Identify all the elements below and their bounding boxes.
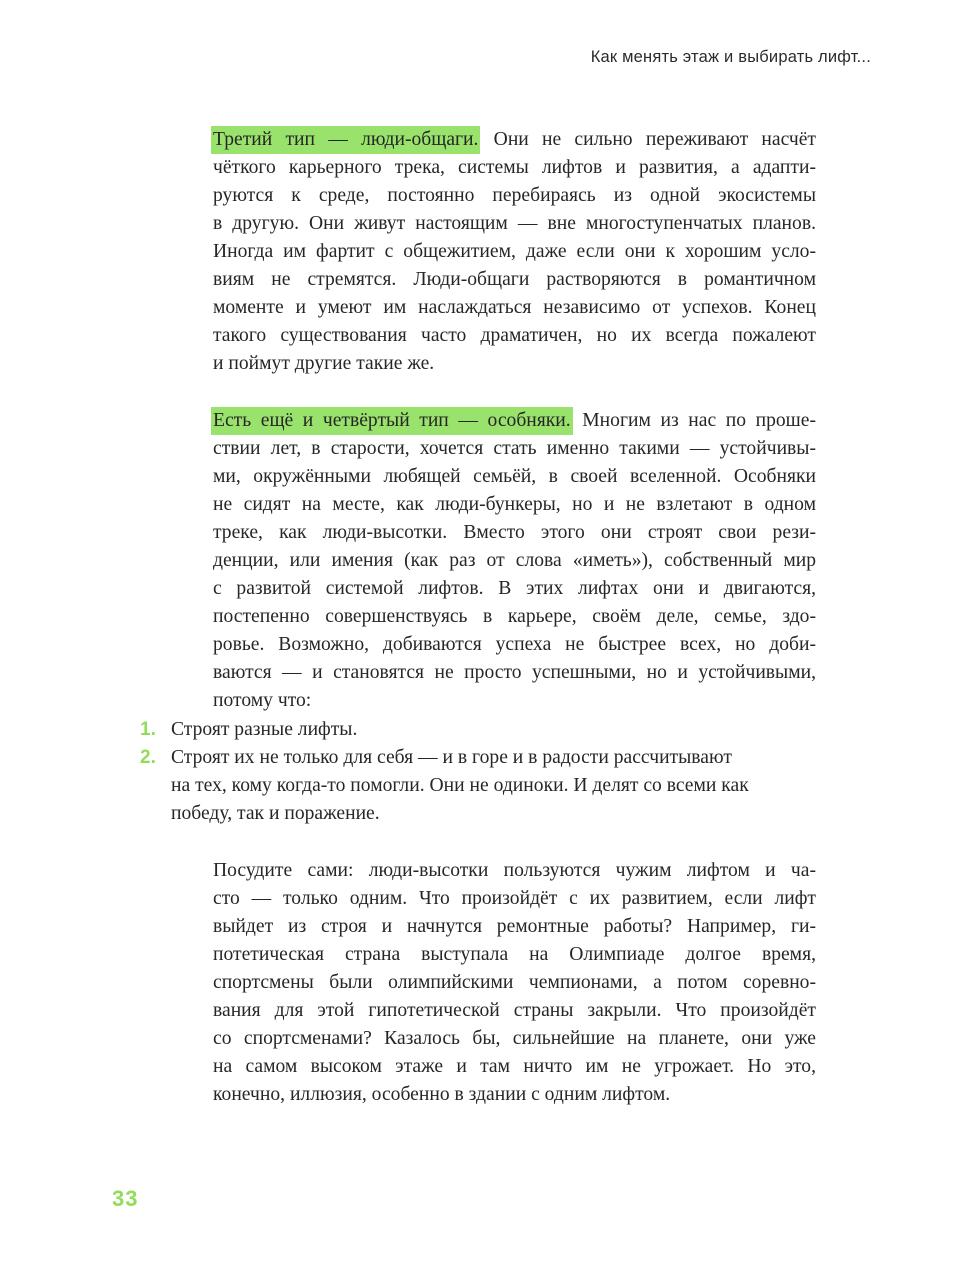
text-line: потетическая страна выступала на Олимпиаде долгое время, bbox=[213, 944, 816, 965]
text-line: виям не стремятся. Люди-общаги растворяются в романтичном bbox=[213, 269, 816, 290]
text-line: постепенно совершенствуясь в карьере, своём деле, семье, здо- bbox=[213, 606, 816, 627]
paragraph-third-type bbox=[213, 126, 816, 378]
text-line: руются к среде, постоянно перебираясь из одной экосистемы bbox=[213, 185, 816, 206]
text-line: Иногда им фартит с общежитием, даже если они к хорошим усло- bbox=[213, 241, 816, 262]
numbered-list bbox=[140, 716, 820, 828]
text-line: Третий тип — люди-общаги. Они не сильно переживают насчёт bbox=[213, 126, 816, 154]
paragraph-fourth-type bbox=[213, 407, 816, 715]
text-line: спортсмены были олимпийскими чемпионами, а потом соревно- bbox=[213, 972, 816, 993]
list-item-text: на тех, кому когда-то помогли. Они не одиноки. И делят со всеми как bbox=[171, 775, 749, 796]
text-line: конечно, иллюзия, особенно в здании с одним лифтом. bbox=[213, 1084, 671, 1105]
text-line: в другую. Они живут настоящим — вне многоступенчатых планов. bbox=[213, 213, 816, 234]
text-line: не сидят на месте, как люди-бункеры, но и не взлетают в одном bbox=[213, 494, 816, 515]
running-header: Как менять этаж и выбирать лифт... bbox=[590, 48, 871, 66]
text-line: ровье. Возможно, добиваются успеха не быстрее всех, но доби- bbox=[213, 634, 816, 655]
text-line: вания для этой гипотетической страны закрыли. Что произойдёт bbox=[213, 1000, 816, 1021]
text-line: моменте и умеют им наслаждаться независимо от успехов. Конец bbox=[213, 297, 816, 318]
text-line: выйдет из строя и начнутся ремонтные работы? Например, ги- bbox=[213, 916, 816, 937]
list-item-text: Строят разные лифты. bbox=[171, 719, 358, 740]
text-line: ми, окружёнными любящей семьёй, в своей вселенной. Особняки bbox=[213, 466, 816, 487]
list-number: 2. bbox=[140, 747, 156, 768]
text-line: чёткого карьерного трека, системы лифтов и развития, а адапти- bbox=[213, 157, 816, 178]
list-item bbox=[140, 744, 820, 828]
text-line: сто — только одним. Что произойдёт с их развитием, если лифт bbox=[213, 888, 816, 909]
text-line: на самом высоком этаже и там ничто им не угрожает. Но это, bbox=[213, 1056, 816, 1077]
list-number: 1. bbox=[140, 719, 156, 740]
text-line: со спортсменами? Казалось бы, сильнейшие на планете, они уже bbox=[213, 1028, 816, 1049]
text-line: потому что: bbox=[213, 690, 312, 711]
text-line: такого существования часто драматичен, но их всегда пожалеют bbox=[213, 325, 816, 346]
highlight: Есть ещё и четвёртый тип — особняки. bbox=[211, 407, 573, 435]
list-item-text: победу, так и поражение. bbox=[171, 803, 380, 824]
highlight: Третий тип — люди-общаги. bbox=[211, 126, 480, 154]
text-line: и поймут другие такие же. bbox=[213, 353, 435, 374]
paragraph-judge-yourself bbox=[213, 857, 816, 1109]
text-line: Посудите сами: люди-высотки пользуются чужим лифтом и ча- bbox=[213, 860, 816, 881]
list-item-text: Строят их не только для себя — и в горе и в радости рассчитывают bbox=[171, 747, 732, 768]
text-line: ствии лет, в старости, хочется стать именно такими — устойчивы- bbox=[213, 438, 816, 459]
page-number: 33 bbox=[112, 1186, 139, 1211]
list-item bbox=[140, 716, 820, 744]
text-line: с развитой системой лифтов. В этих лифтах они и двигаются, bbox=[213, 578, 816, 599]
text-line: ваются — и становятся не просто успешными, но и устойчивыми, bbox=[213, 662, 816, 683]
text-line: денции, или имения (как раз от слова «иметь»), собственный мир bbox=[213, 550, 816, 571]
text-line: треке, как люди-высотки. Вместо этого они строят свои рези- bbox=[213, 522, 816, 543]
text-line: Есть ещё и четвёртый тип — особняки. Многим из нас по проше- bbox=[213, 407, 816, 435]
